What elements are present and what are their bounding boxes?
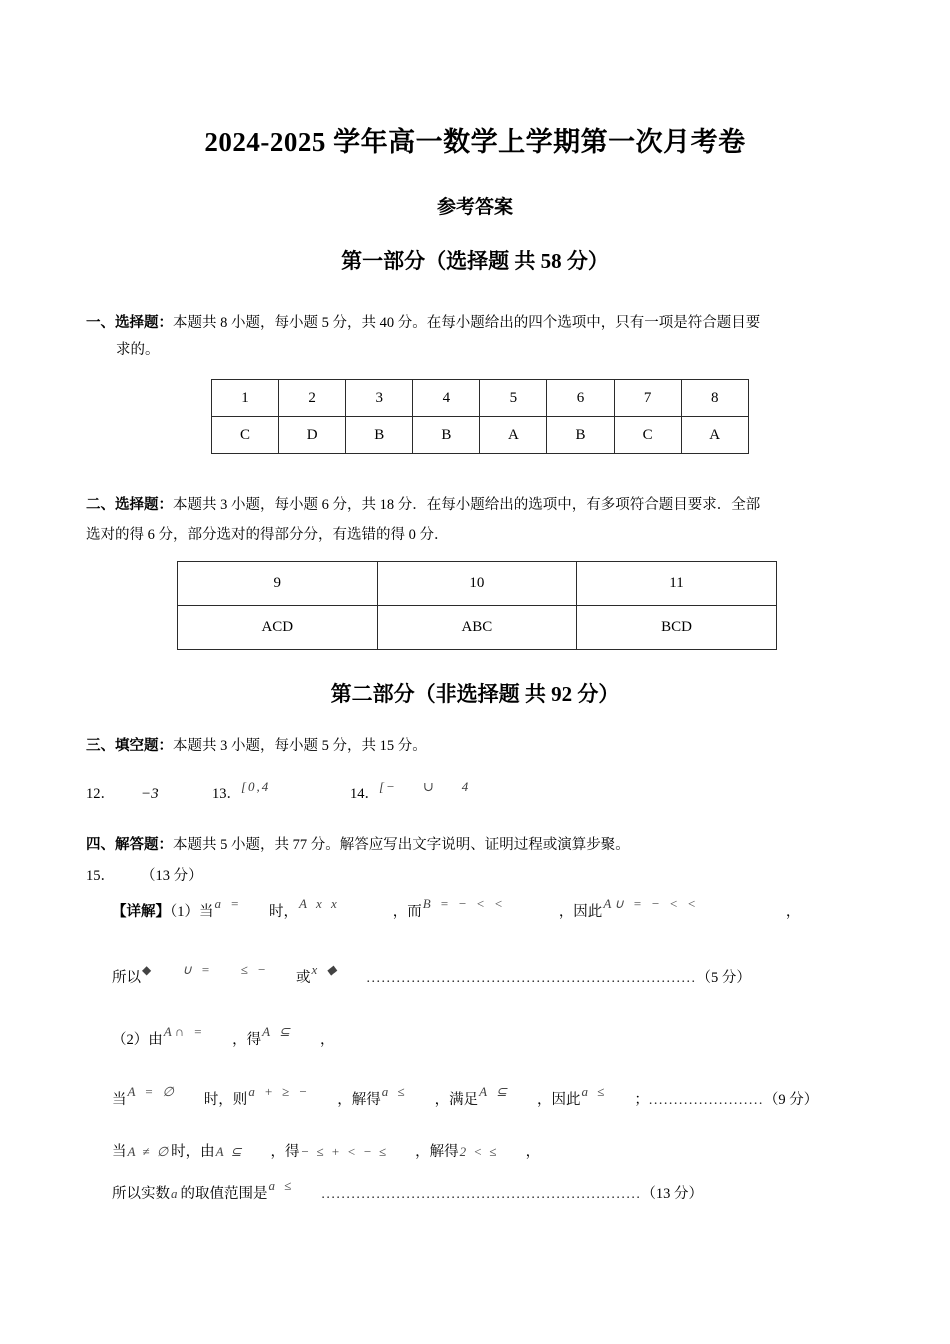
solution-text: 当 bbox=[199, 904, 214, 920]
table-cell-number: 11 bbox=[577, 562, 777, 606]
table-cell-number: 8 bbox=[681, 380, 748, 417]
section-three-label: 三、填空题： bbox=[86, 738, 173, 754]
table-cell-number: 5 bbox=[480, 380, 547, 417]
math-fragment: A x x bbox=[299, 896, 340, 911]
fill-blank-answers bbox=[86, 776, 866, 810]
table-cell-number: 7 bbox=[614, 380, 681, 417]
math-fragment: a = bbox=[214, 896, 243, 911]
solution-text: 当 bbox=[112, 1144, 127, 1160]
section-one-text-cont: 求的。 bbox=[116, 342, 160, 358]
section-four-instructions bbox=[86, 832, 866, 859]
solution-text: 的取值范围是 bbox=[180, 1186, 268, 1202]
solution-step-score: （9 分） bbox=[763, 1092, 819, 1108]
solution-text: 所以实数 bbox=[112, 1186, 170, 1202]
table-cell-answer: A bbox=[681, 417, 748, 454]
single-choice-answer-table bbox=[211, 379, 749, 454]
section-two-instructions-cont bbox=[86, 522, 866, 549]
solution-text: ，得 bbox=[270, 1144, 300, 1160]
math-fragment-lozenge: ◆ bbox=[142, 963, 155, 977]
multi-choice-answer-table bbox=[177, 561, 777, 650]
table-row-numbers bbox=[178, 562, 777, 606]
math-fragment: A ⊆ bbox=[262, 1024, 293, 1039]
math-fragment: A ≠ ∅ bbox=[127, 1144, 171, 1159]
solution-text: 时，由 bbox=[171, 1144, 215, 1160]
section-three-instructions bbox=[86, 733, 866, 760]
question-15-number: 15． bbox=[86, 868, 115, 884]
math-fragment: A = ∅ bbox=[127, 1084, 177, 1099]
solution-step-score: （13 分） bbox=[641, 1186, 704, 1202]
blank-value-13: [0,4 bbox=[241, 779, 271, 794]
blank-value-14-left: [− bbox=[379, 779, 397, 794]
solution-text: ，因此 bbox=[558, 904, 603, 920]
math-fragment: ≤ − bbox=[240, 962, 269, 977]
table-cell-number: 2 bbox=[279, 380, 346, 417]
table-cell-number: 3 bbox=[346, 380, 413, 417]
solution-text: ， bbox=[785, 904, 801, 920]
math-fragment: a + ≥ − bbox=[248, 1084, 311, 1099]
blank-value-14-right: 4 bbox=[461, 779, 471, 794]
math-fragment: a bbox=[171, 1186, 180, 1201]
solution-line-1 bbox=[112, 896, 872, 922]
solution-line-3 bbox=[112, 1024, 852, 1050]
table-cell-answer: A bbox=[480, 417, 547, 454]
section-three-text: 本题共 3 小题，每小题 5 分，共 15 分。 bbox=[173, 738, 427, 754]
math-fragment: a ≤ bbox=[381, 1084, 408, 1099]
table-cell-answer: ACD bbox=[178, 606, 378, 650]
math-fragment: A ⊆ bbox=[479, 1084, 510, 1099]
blank-answer-14 bbox=[350, 779, 471, 803]
math-fragment: x ◆ bbox=[311, 962, 340, 977]
table-cell-answer: B bbox=[346, 417, 413, 454]
math-fragment: 2 < ≤ bbox=[459, 1144, 499, 1159]
question-15-points: （13 分） bbox=[141, 868, 203, 884]
table-cell-number: 6 bbox=[547, 380, 614, 417]
section-four-text: 本题共 5 小题，共 77 分。解答应写出文字说明、证明过程或演算步聚。 bbox=[173, 837, 630, 853]
solution-text: 所以 bbox=[112, 970, 141, 986]
solution-line-6 bbox=[112, 1178, 872, 1205]
math-fragment: a ≤ bbox=[268, 1178, 295, 1193]
page-subtitle: 参考答案 bbox=[436, 197, 513, 218]
table-cell-answer: BCD bbox=[577, 606, 777, 650]
solution-text: ，得 bbox=[232, 1032, 262, 1048]
section-one-label: 一、选择题： bbox=[86, 315, 173, 331]
solution-step-score: （5 分） bbox=[696, 970, 751, 986]
table-row-answers bbox=[178, 606, 777, 650]
math-fragment: ∪ = bbox=[182, 962, 213, 977]
solution-text: 由 bbox=[148, 1032, 163, 1048]
math-fragment: B = − < < bbox=[422, 896, 506, 911]
solution-text: 当 bbox=[112, 1092, 127, 1108]
solution-text: ； bbox=[634, 1092, 649, 1108]
math-fragment: A∩ = bbox=[163, 1024, 206, 1039]
section-two-text-line1: 本题共 3 小题，每小题 6 分，共 18 分．在每小题给出的选项中，有多项符合题目要求．全部 bbox=[173, 497, 761, 513]
math-fragment: A∪ = − < < bbox=[603, 896, 699, 911]
table-cell-answer: B bbox=[547, 417, 614, 454]
blank-number-14: 14． bbox=[350, 786, 379, 802]
blank-number-13: 13． bbox=[212, 786, 241, 802]
blank-value-12: −3 bbox=[141, 786, 159, 802]
table-cell-answer: C bbox=[212, 417, 279, 454]
math-fragment: − ≤ + < − ≤ bbox=[300, 1144, 389, 1159]
solution-sub-1: （1） bbox=[170, 904, 199, 920]
solution-text: ，而 bbox=[392, 904, 422, 920]
blank-number-12: 12． bbox=[86, 786, 115, 802]
blank-answer-13 bbox=[212, 779, 271, 803]
solution-text: ，满足 bbox=[434, 1092, 479, 1108]
solution-detail-tag: 【详解】 bbox=[112, 904, 170, 920]
solution-text: 时， bbox=[269, 904, 299, 920]
section-four-label: 四、解答题： bbox=[86, 837, 173, 853]
leader-dots: ................................................................ bbox=[321, 1187, 642, 1202]
solution-text: ， bbox=[319, 1032, 335, 1048]
table-cell-number: 4 bbox=[413, 380, 480, 417]
leader-dots: .................................................................. bbox=[366, 971, 697, 986]
math-fragment: A ⊆ bbox=[215, 1144, 244, 1159]
table-cell-answer: D bbox=[279, 417, 346, 454]
part-two-heading: 第二部分（非选择题 共 92 分） bbox=[330, 682, 620, 706]
math-fragment: a ≤ bbox=[581, 1084, 608, 1099]
question-15-header bbox=[86, 864, 203, 885]
section-two-label: 二、选择题： bbox=[86, 497, 173, 513]
table-row-answers bbox=[212, 417, 749, 454]
page-title: 2024-2025 学年高一数学上学期第一次月考卷 bbox=[204, 127, 746, 157]
solution-text: ，解得 bbox=[415, 1144, 459, 1160]
solution-line-5 bbox=[112, 1142, 872, 1162]
section-one-instructions bbox=[86, 310, 866, 364]
solution-text: 或 bbox=[295, 970, 311, 986]
solution-text: ，解得 bbox=[337, 1092, 381, 1108]
table-cell-number: 9 bbox=[178, 562, 378, 606]
blank-answer-12 bbox=[86, 782, 159, 803]
table-cell-answer: C bbox=[614, 417, 681, 454]
solution-line-4 bbox=[112, 1084, 872, 1111]
section-one-text: 本题共 8 小题，每小题 5 分，共 40 分。在每小题给出的四个选项中，只有一项是符合题目要 bbox=[173, 315, 761, 331]
solution-text: ，因此 bbox=[537, 1092, 581, 1108]
table-cell-number: 1 bbox=[212, 380, 279, 417]
solution-sub-2: （2） bbox=[112, 1032, 149, 1048]
table-cell-answer: ABC bbox=[377, 606, 577, 650]
section-two-instructions bbox=[86, 492, 866, 519]
part-one-heading: 第一部分（选择题 共 58 分） bbox=[341, 249, 609, 273]
blank-value-14-union: ∪ bbox=[422, 779, 436, 794]
section-two-text-line2: 选对的得 6 分，部分选对的得部分分，有选错的得 0 分． bbox=[86, 527, 449, 543]
table-row-numbers bbox=[212, 380, 749, 417]
solution-text: 时，则 bbox=[203, 1092, 248, 1108]
leader-dots: ....................... bbox=[648, 1093, 764, 1108]
table-cell-answer: B bbox=[413, 417, 480, 454]
solution-text: ， bbox=[525, 1144, 541, 1160]
table-cell-number: 10 bbox=[377, 562, 577, 606]
solution-line-2 bbox=[112, 962, 852, 989]
